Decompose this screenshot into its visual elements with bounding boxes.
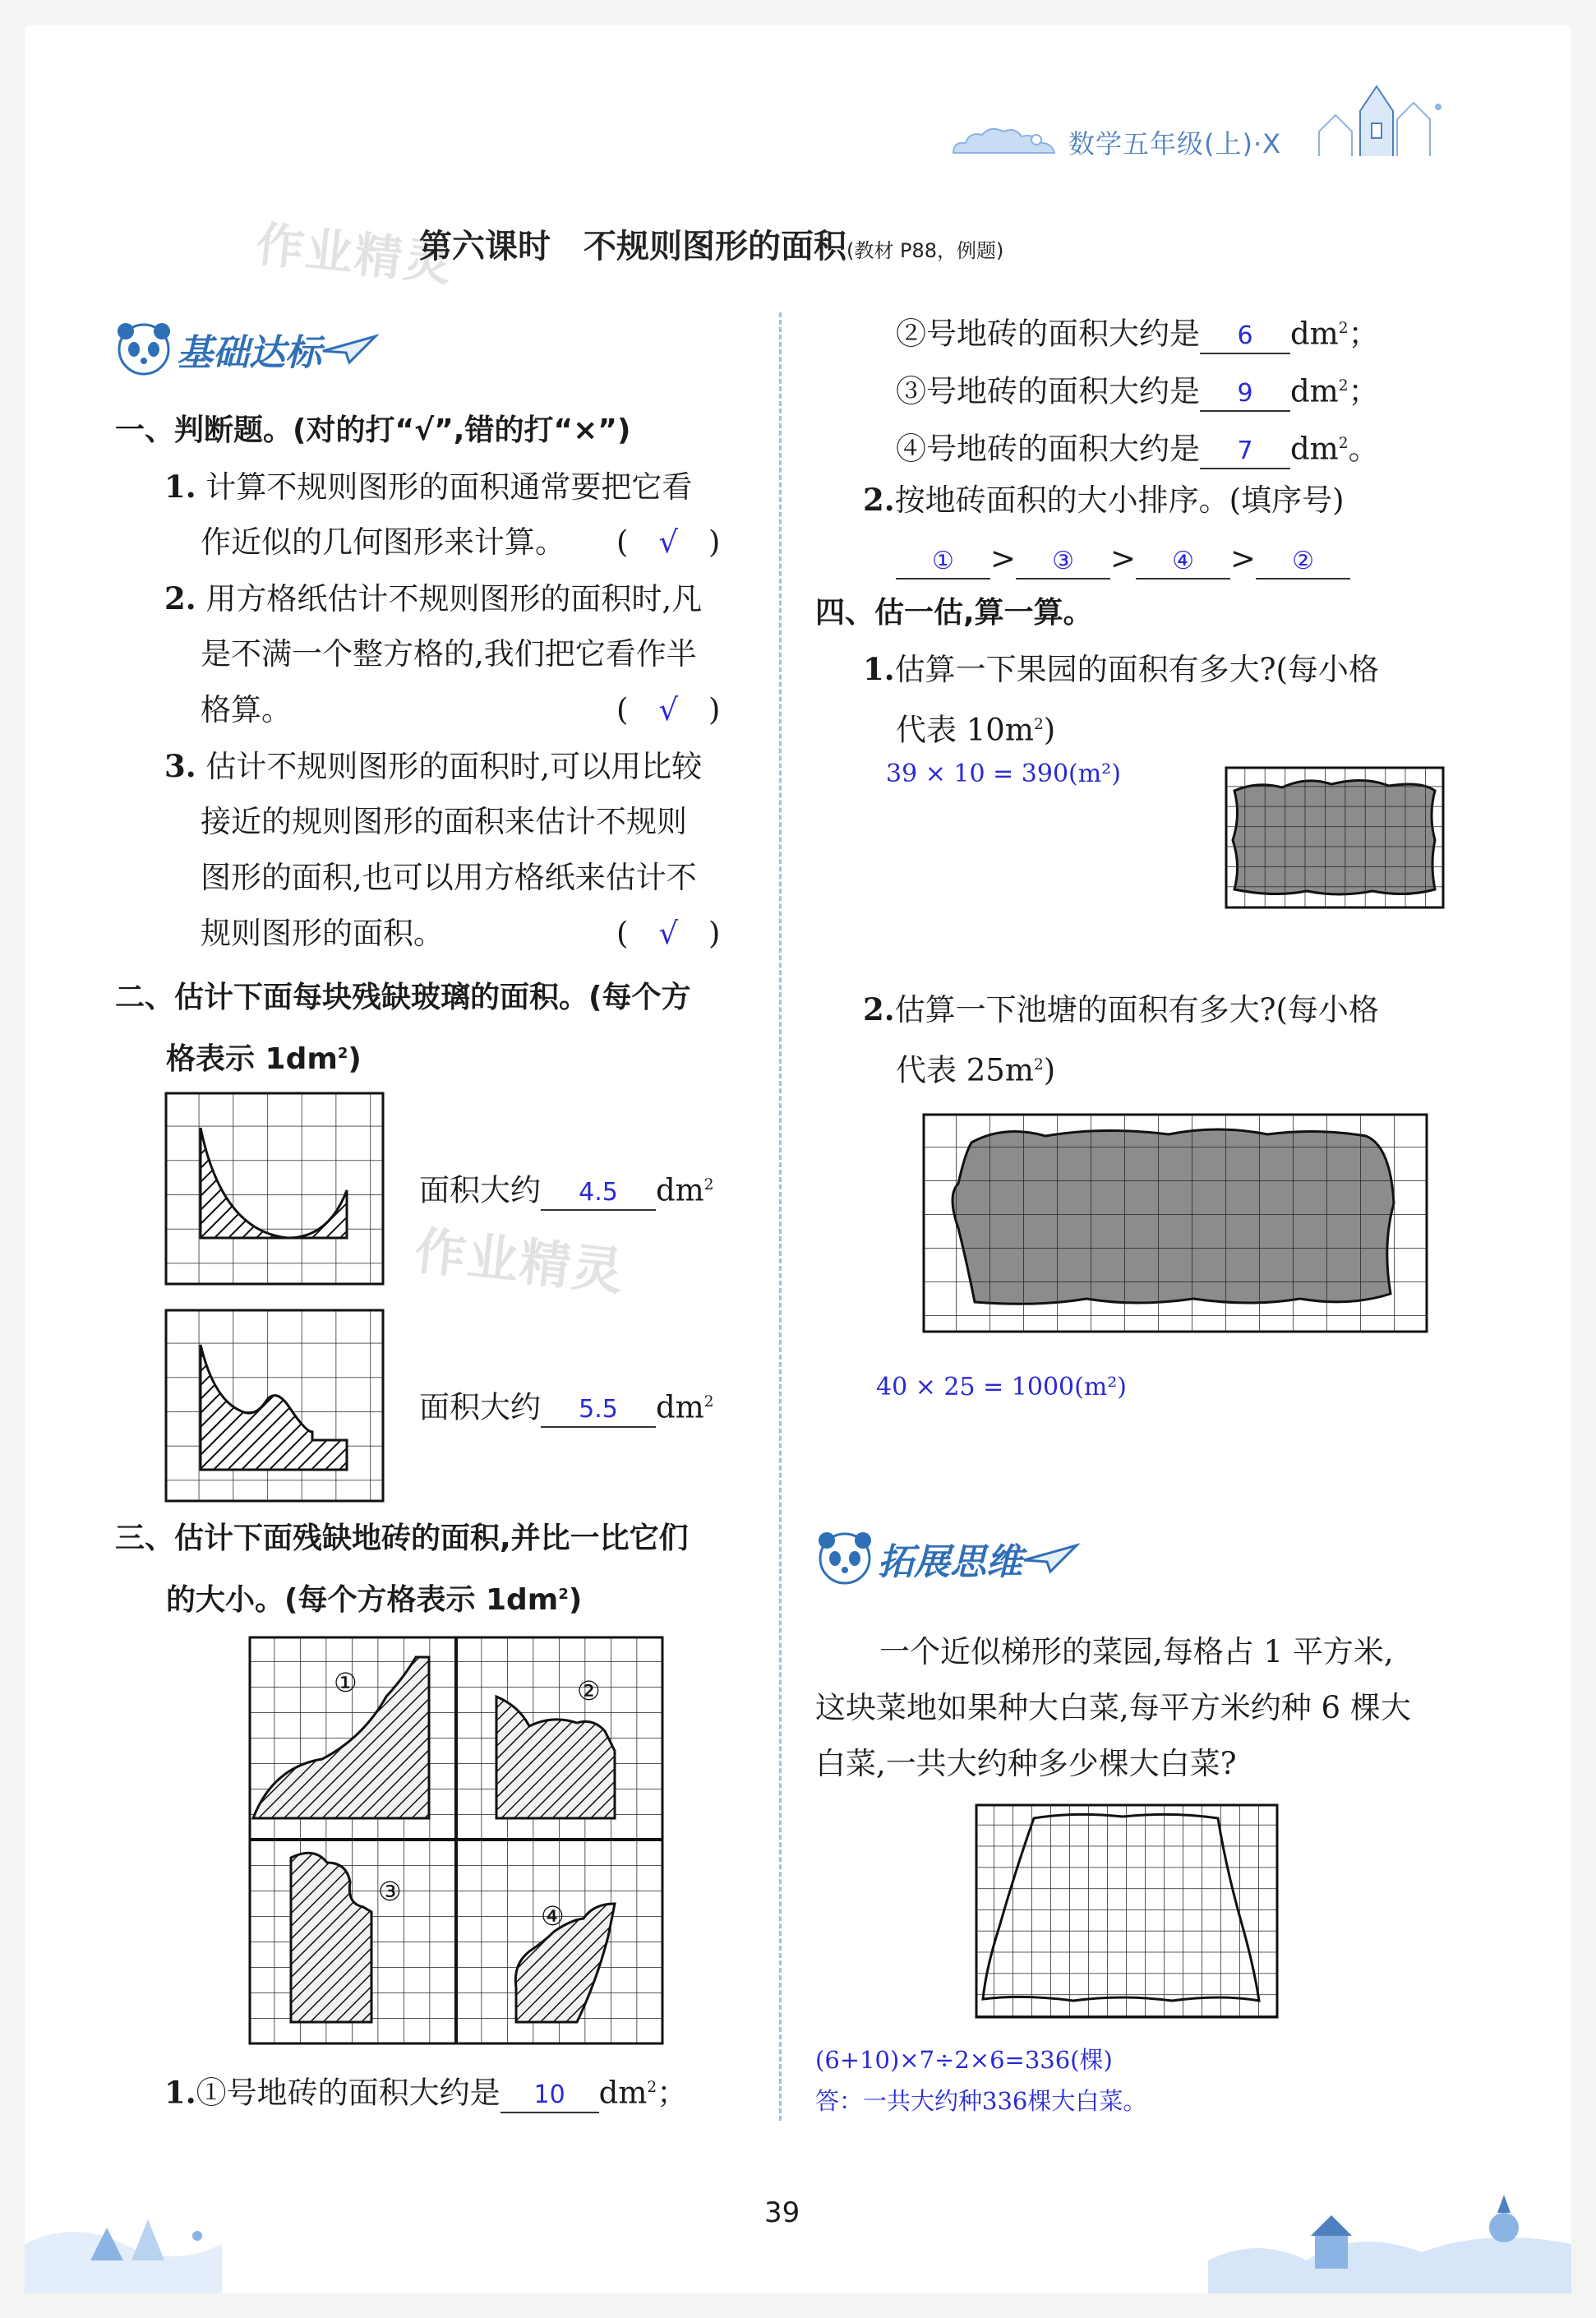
section3-heading: 三、估计下面残缺地砖的面积,并比一比它们 — [115, 1521, 689, 1555]
section3-heading-line2: 的大小。(每个方格表示 $1dm^2$) — [166, 1583, 583, 1617]
extend-problem-line2: 这块菜地如果种大白菜,每平方米约种 6 棵大 — [815, 1690, 1411, 1725]
extend-answer-formula: (6+10)×7÷2×6=336(棵) — [815, 2046, 1113, 2074]
question-number: 3. — [164, 748, 196, 784]
basic-section-title: 基础达标 — [177, 332, 321, 374]
extend-answer-sentence: 答：一共大约种336棵大白菜。 — [815, 2087, 1147, 2115]
answer-blank: ① — [896, 545, 990, 580]
question-2-line2: 是不满一个整方格的,我们把它看作半 — [201, 636, 697, 672]
panda-mascot-icon — [812, 1526, 878, 1591]
glass-figure-2 — [164, 1309, 385, 1503]
book-header: 数学五年级(上)·X — [1068, 128, 1282, 159]
tile-label: ③ — [378, 1876, 402, 1907]
answer-blank: 7 — [1200, 435, 1290, 469]
pond-answer: 40 × 25 = 1000(m²) — [876, 1373, 1127, 1401]
watermark: 作业精灵 — [253, 215, 456, 293]
page-number: 39 — [764, 2196, 800, 2229]
orchard-question-line2: 代表 $10m^2$) — [896, 712, 1056, 748]
tile-label: ② — [577, 1675, 601, 1706]
glass-area-1: 面积大约 4.5 $dm^2$ — [419, 1157, 714, 1218]
answer-blank: ④ — [1136, 545, 1230, 580]
tile-2-area: ②号地砖的面积大约是 6 $dm^2$； — [896, 301, 1379, 362]
column-divider — [779, 312, 782, 2121]
lesson-title-main: 第六课时 不规则图形的面积 — [419, 228, 846, 266]
garden-grid — [975, 1803, 1279, 2019]
question-text: 用方格纸估计不规则图形的面积时,凡 — [205, 581, 703, 616]
question-2-line3: 格算。 — [201, 692, 292, 727]
pond-grid — [922, 1113, 1428, 1333]
answer-blank: 10 — [500, 2079, 599, 2113]
answer-paren: ( √ ) — [616, 524, 721, 560]
tile-1-area: 1.①号地砖的面积大约是 10 $dm^2$； — [164, 2060, 687, 2121]
tile-3-area: ③号地砖的面积大约是 9 $dm^2$； — [896, 358, 1379, 419]
tile-order-answer: ① > ③ > ④ > ② — [896, 531, 1350, 587]
answer-paren: ( √ ) — [616, 916, 721, 951]
question-3-line2: 接近的规则图形的面积来估计不规则 — [201, 804, 687, 839]
orchard-answer: 39 × 10 = 390(m²) — [886, 760, 1121, 788]
extend-section-title: 拓展思维 — [878, 1541, 1022, 1583]
question-3-line3: 图形的面积,也可以用方格纸来估计不 — [201, 860, 697, 895]
extend-problem-line1: 一个近似梯形的菜园,每格占 1 平方米, — [879, 1634, 1394, 1669]
section4-heading: 四、估一估,算一算。 — [815, 596, 1093, 630]
panda-mascot-icon — [111, 316, 177, 382]
question-number: 2. — [164, 580, 196, 616]
question-text: 计算不规则图形的面积通常要把它看 — [205, 469, 693, 505]
tile-order-question: 2.按地砖面积的大小排序。(填序号) — [863, 482, 1345, 518]
glass-figure-1 — [164, 1092, 385, 1286]
question-number: 1. — [164, 469, 196, 505]
answer-blank: 9 — [1200, 377, 1290, 412]
answer-blank: 6 — [1200, 320, 1290, 354]
castle-decoration-icon — [1311, 82, 1451, 160]
tile-4-area: ④号地砖的面积大约是 7 $dm^2$。 — [896, 416, 1379, 477]
answer-mark: √ — [658, 692, 679, 727]
answer-blank: ② — [1256, 545, 1350, 580]
orchard-question: 1.估算一下果园的面积有多大?(每小格 — [863, 651, 1379, 687]
cloud-decoration-icon — [949, 122, 1060, 156]
extend-problem-line3: 白菜,一共大约种多少棵大白菜? — [815, 1746, 1237, 1781]
floor-tiles-grid — [248, 1636, 664, 2045]
basic-section-badge — [111, 316, 379, 382]
paper-plane-icon — [321, 333, 379, 366]
question-2 — [164, 570, 702, 627]
question-3-line4: 规则图形的面积。 — [201, 916, 444, 951]
lesson-title — [419, 220, 1003, 267]
question-text: 估计不规则图形的面积时,可以用比较 — [205, 749, 703, 784]
question-1 — [164, 459, 692, 515]
pond-question: 2.估算一下池塘的面积有多大?(每小格 — [863, 991, 1379, 1027]
answer-blank: ③ — [1016, 545, 1110, 580]
section2-heading-line2: 格表示 $1dm^2$) — [166, 1042, 362, 1076]
tile-label: ④ — [541, 1900, 565, 1932]
section2-heading: 二、估计下面每块残缺玻璃的面积。(每个方 — [115, 981, 691, 1014]
question-1-line2: 作近似的几何图形来计算。 — [201, 524, 565, 560]
pond-question-line2: 代表 $25m^2$) — [896, 1052, 1056, 1088]
section1-heading: 一、判断题。(对的打“√”,错的打“×”) — [115, 413, 631, 447]
question-3 — [164, 738, 702, 795]
answer-paren: ( √ ) — [616, 692, 721, 727]
answer-mark: √ — [658, 524, 679, 560]
tile-label: ① — [334, 1667, 357, 1698]
answer-mark: √ — [658, 916, 679, 951]
answer-blank: 4.5 — [541, 1176, 656, 1211]
paper-plane-icon — [1022, 1542, 1080, 1575]
answer-blank: 5.5 — [541, 1393, 656, 1428]
glass-area-2: 面积大约 5.5 $dm^2$ — [419, 1374, 714, 1435]
lesson-title-source: (教材 P88，例题) — [846, 239, 1004, 262]
orchard-grid — [1225, 766, 1445, 909]
watermark: 作业精灵 — [412, 1220, 628, 1303]
extend-section-badge — [812, 1526, 1080, 1591]
